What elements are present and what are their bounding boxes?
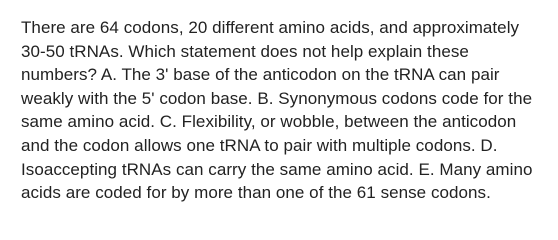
question-text: There are 64 codons, 20 different amino acids, and approximately 30-50 tRNAs. Which statement does not help explain these numbers? A. The 3' base of the anticodon on the tRNA can pair weakly with the 5' codon base. B. Synonymous codons code for the same amino acid. C. Flexibility, or wobble, between the anticodon and the codon allows one tRNA to pair with multiple codons. D. Isoaccepting tRNAs can carry the same amino acid. E. Many amino acids are coded for by more than one of the 61 sense codons. [21,18,533,203]
